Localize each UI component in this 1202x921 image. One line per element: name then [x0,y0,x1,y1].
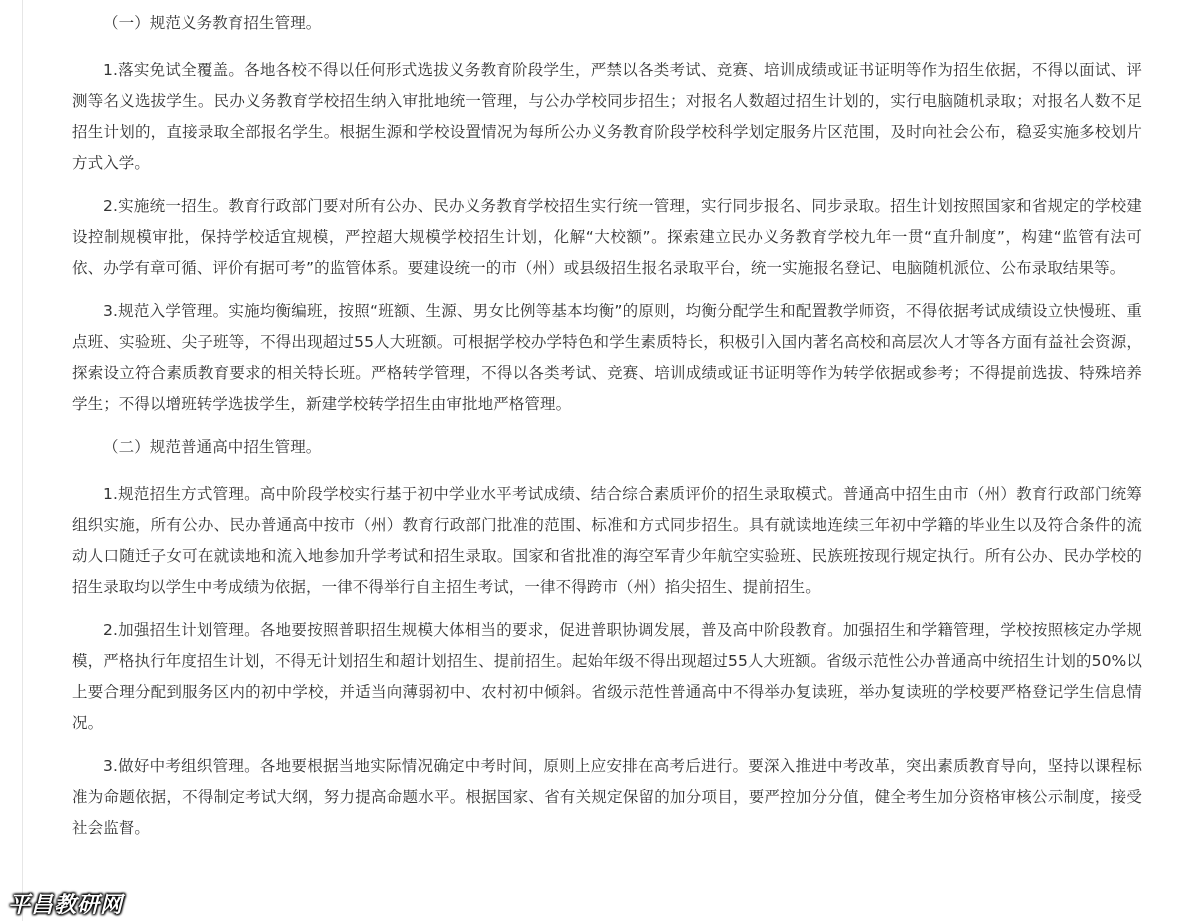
paragraph-unified-enrollment: 2.实施统一招生。教育行政部门要对所有公办、民办义务教育学校招生实行统一管理，实行同步报名、同步录取。招生计划按照国家和省规定的学校建设控制规模审批，保持学校适宜规模，严控超大规模学校招生计划，化解“大校额”。探索建立民办义务教育学校九年一贯“直升制度”，构建“监管有法可依、办学有章可循、评价有据可考”的监管体系。要建设统一的市（州）或县级招生报名录取平台，统一实施报名登记、电脑随机派位、公布录取结果等。 [72,197,1142,277]
section-heading-compulsory-education: （一）规范义务教育招生管理。 [103,14,322,32]
paragraph-enrollment-plan: 2.加强招生计划管理。各地要按照普职招生规模大体相当的要求，促进普职协调发展，普及高中阶段教育。加强招生和学籍管理，学校按照核定办学规模，严格执行年度招生计划，不得无计划招生和超计划招生、提前招生。起始年级不得出现超过55人大班额。省级示范性公办普通高中统招生计划的50%以上要合理分配到服务区内的初中学校，并适当向薄弱初中、农村初中倾斜。省级示范性普通高中不得举办复读班，举办复读班的学校要严格登记学生信息情况。 [72,621,1142,732]
paragraph-exam-free-coverage: 1.落实免试全覆盖。各地各校不得以任何形式选拔义务教育阶段学生，严禁以各类考试、竞赛、培训成绩或证书证明等作为招生依据，不得以面试、评测等名义选拔学生。民办义务教育学校招生纳入审批地统一管理，与公办学校同步招生；对报名人数超过招生计划的，实行电脑随机录取；对报名人数不足招生计划的，直接录取全部报名学生。根据生源和学校设置情况为每所公办义务教育阶段学校科学划定服务片区范围，及时向社会公布，稳妥实施多校划片方式入学。 [72,61,1142,172]
site-watermark: 平昌教研网 [8,892,124,918]
paragraph-enrollment-method: 1.规范招生方式管理。高中阶段学校实行基于初中学业水平考试成绩、结合综合素质评价的招生录取模式。普通高中招生由市（州）教育行政部门统筹组织实施，所有公办、民办普通高中按市（州）教育行政部门批准的范围、标准和方式同步招生。具有就读地连续三年初中学籍的毕业生以及符合条件的流动人口随迁子女可在就读地和流入地参加升学考试和招生录取。国家和省批准的海空军青少年航空实验班、民族班按现行规定执行。所有公办、民办学校的招生录取均以学生中考成绩为依据，一律不得举行自主招生考试，一律不得跨市（州）掐尖招生、提前招生。 [72,485,1142,596]
section-heading-high-school: （二）规范普通高中招生管理。 [103,438,322,456]
paragraph-admission-management: 3.规范入学管理。实施均衡编班，按照“班额、生源、男女比例等基本均衡”的原则，均衡分配学生和配置教学师资，不得依据考试成绩设立快慢班、重点班、实验班、尖子班等，不得出现超过55人大班额。可根据学校办学特色和学生素质特长，积极引入国内著名高校和高层次人才等各方面有益社会资源，探索设立符合素质教育要求的相关特长班。严格转学管理，不得以各类考试、竞赛、培训成绩或证书证明等作为转学依据或参考；不得提前选拔、特殊培养学生；不得以增班转学选拔学生，新建学校转学招生由审批地严格管理。 [72,302,1142,413]
page-left-border [22,0,23,921]
article-body [72,8,1142,856]
paragraph-exam-organization: 3.做好中考组织管理。各地要根据当地实际情况确定中考时间，原则上应安排在高考后进行。要深入推进中考改革，突出素质教育导向，坚持以课程标准为命题依据，不得制定考试大纲，努力提高命题水平。根据国家、省有关规定保留的加分项目，要严控加分分值，健全考生加分资格审核公示制度，接受社会监督。 [72,757,1142,837]
